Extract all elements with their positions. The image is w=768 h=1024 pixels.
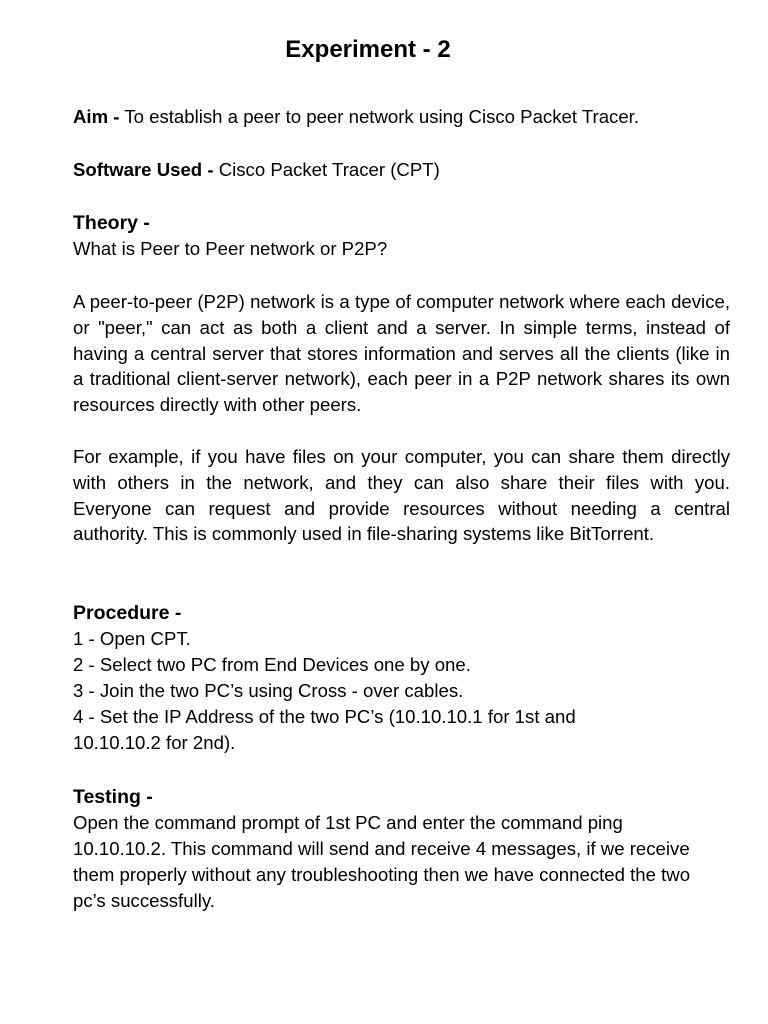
software-label: Software Used -: [73, 159, 214, 180]
theory-paragraph-2: For example, if you have files on your computer, you can share them directly with others in the network, and they can also share their files with you. Everyone can request and provide resources without needing a central authority. This is commonly used in file-sharing systems like BitTorrent.: [73, 446, 730, 545]
software-text: Cisco Packet Tracer (CPT): [218, 159, 440, 180]
procedure-step-3: 3 - Join the two PC’s using Cross - over cables.: [73, 680, 464, 701]
aim-line: [73, 104, 639, 130]
procedure-step-1: 1 - Open CPT.: [73, 628, 191, 649]
software-line: [73, 157, 440, 183]
theory-heading: Theory -: [73, 212, 150, 234]
procedure-step-4: 4 - Set the IP Address of the two PC’s (10.10.10.1 for 1st and 10.10.10.2 for 2nd).: [73, 706, 576, 753]
testing-heading: Testing -: [73, 786, 153, 808]
theory-question: What is Peer to Peer network or P2P?: [73, 238, 388, 259]
theory-paragraph-1: A peer-to-peer (P2P) network is a type of computer network where each device, or "peer," can act as both a client and a server. In simple terms, instead of having a central server that stores information and serves all the clients (like in a traditional client-server network), each peer in a P2P network shares its own resources directly with other peers.: [73, 291, 730, 416]
aim-label: Aim -: [73, 106, 120, 127]
aim-text: To establish a peer to peer network using Cisco Packet Tracer.: [124, 106, 640, 127]
testing-text: Open the command prompt of 1st PC and enter the command ping 10.10.10.2. This command will send and receive 4 messages, if we receive them properly without any troubleshooting then we have connected the two pc’s successfully.: [73, 812, 691, 911]
procedure-step-2: 2 - Select two PC from End Devices one by one.: [73, 654, 471, 675]
procedure-heading: Procedure -: [73, 602, 182, 624]
page-title: Experiment - 2: [285, 36, 451, 63]
